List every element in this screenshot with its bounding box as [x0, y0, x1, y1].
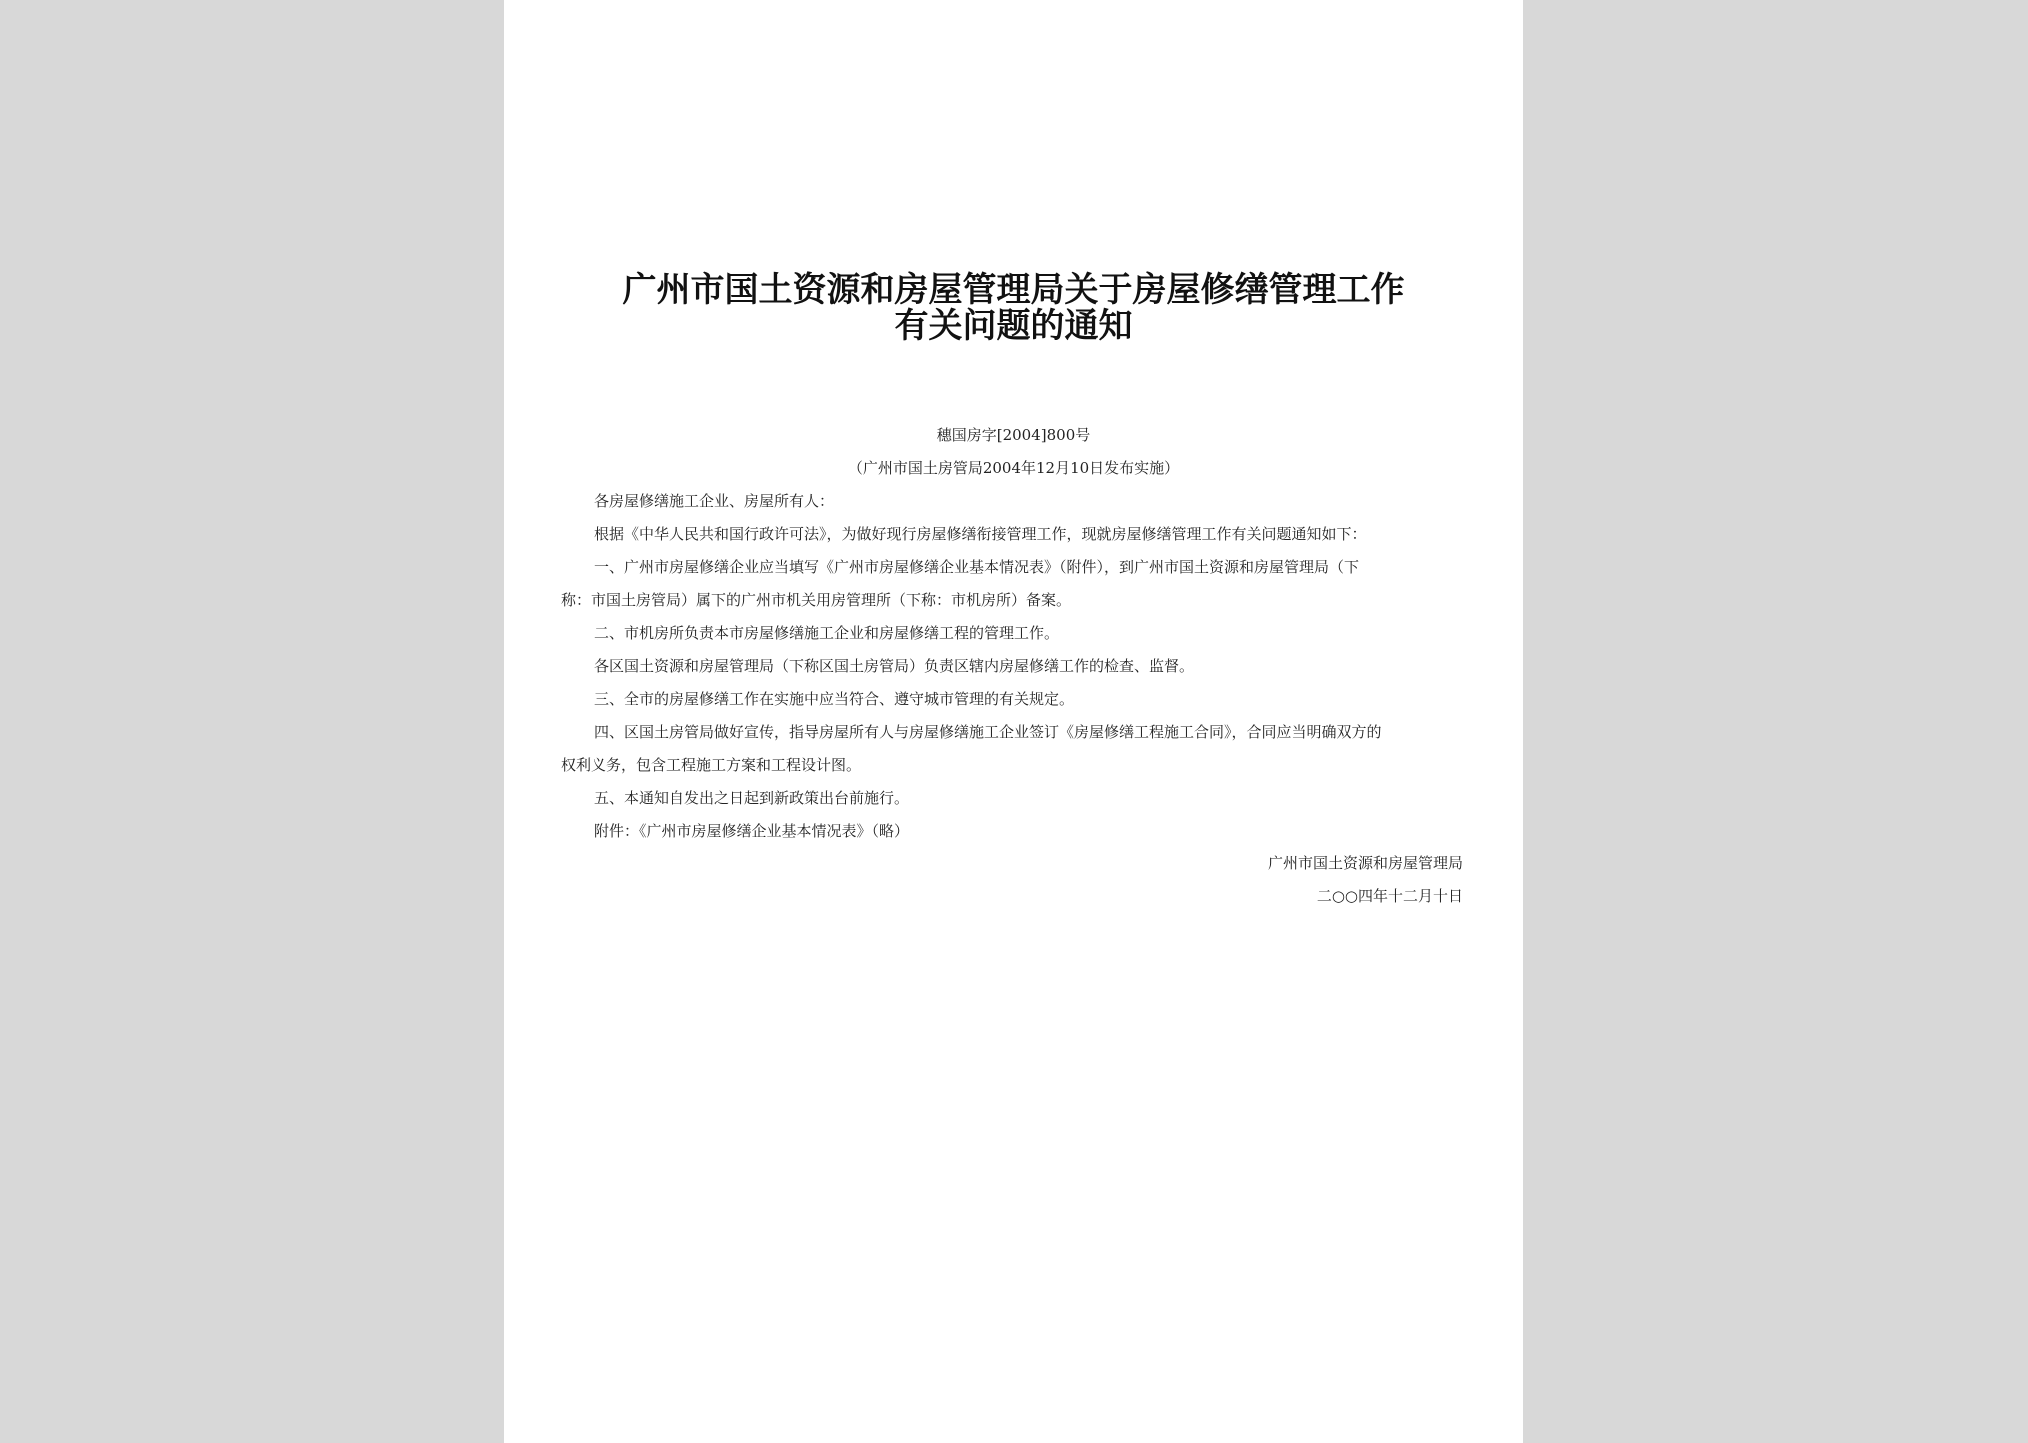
salutation: 各房屋修缮施工企业、房屋所有人：	[594, 492, 835, 510]
signature-organization: 广州市国土资源和房屋管理局	[1267, 854, 1463, 872]
document-title-line-2: 有关问题的通知	[894, 306, 1133, 346]
paragraph-item-4-cont: 权利义务，包含工程施工方案和工程设计图。	[561, 756, 862, 774]
issue-note: （广州市国土房管局2004年12月10日发布实施）	[847, 459, 1180, 477]
document-page	[504, 0, 1523, 1443]
paragraph-item-1: 一、广州市房屋修缮企业应当填写《广州市房屋修缮企业基本情况表》（附件），到广州市国土资源和房屋管理局（下	[594, 558, 1360, 576]
paragraph-item-5: 五、本通知自发出之日起到新政策出台前施行。	[594, 789, 910, 807]
attachment-note: 附件：《广州市房屋修缮企业基本情况表》（略）	[594, 822, 910, 840]
paragraph-item-2-district: 各区国土资源和房屋管理局（下称区国土房管局）负责区辖内房屋修缮工作的检查、监督。	[594, 657, 1195, 675]
document-number: 穗国房字[2004]800号	[936, 426, 1091, 444]
paragraph-item-3: 三、全市的房屋修缮工作在实施中应当符合、遵守城市管理的有关规定。	[594, 690, 1075, 708]
signature-date: 二○○四年十二月十日	[1316, 887, 1463, 905]
paragraph-item-2: 二、市机房所负责本市房屋修缮施工企业和房屋修缮工程的管理工作。	[594, 624, 1060, 642]
paragraph-item-1-cont: 称：市国土房管局）属下的广州市机关用房管理所（下称：市机房所）备案。	[561, 591, 1072, 609]
document-title-line-1: 广州市国土资源和房屋管理局关于房屋修缮管理工作	[622, 270, 1405, 310]
paragraph-intro: 根据《中华人民共和国行政许可法》，为做好现行房屋修缮衔接管理工作，现就房屋修缮管理工作有关问题通知如下：	[594, 525, 1367, 543]
paragraph-item-4: 四、区国土房管局做好宣传，指导房屋所有人与房屋修缮施工企业签订《房屋修缮工程施工合同》，合同应当明确双方的	[594, 723, 1382, 741]
